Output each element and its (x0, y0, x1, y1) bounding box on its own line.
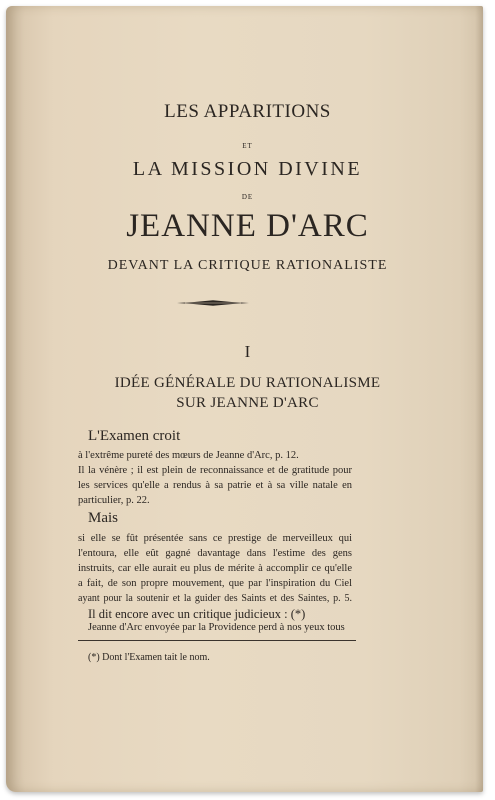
title-connector-et: ET (242, 142, 253, 150)
footnote-rule (78, 640, 356, 641)
section-heading-line-2: SUR JEANNE D'ARC (176, 395, 319, 411)
body-line: l'entoura, elle eût gagné davantage dans l'estime des gens (78, 548, 352, 559)
body-line: ayant pour la soutenir et la guider des Saints et des Saintes, p. 5. (78, 593, 352, 604)
ornament-icon (177, 298, 249, 308)
body-line: Jeanne d'Arc envoyée par la Providence perd à nos yeux tous (88, 622, 345, 633)
title-subtitle: DEVANT LA CRITIQUE RATIONALISTE (107, 258, 388, 273)
body-line: si elle se fût présentée sans ce prestige de merveilleux qui (78, 533, 352, 544)
section-heading-line-1: IDÉE GÉNÉRALE DU RATIONALISME (114, 375, 381, 391)
footnote: (*) Dont l'Examen tait le nom. (88, 652, 210, 663)
body-line-critique: Il dit encore avec un critique judicieux : (*) (88, 607, 306, 621)
title-line-2: LA MISSION DIVINE (132, 158, 363, 180)
body-line: Il la vénère ; il est plein de reconnaissance et de gratitude pour (78, 465, 352, 476)
body-line: instruits, car elle aurait eu plus de mérite à accomplir ce qu'elle (78, 563, 352, 574)
section-number: I (244, 342, 251, 361)
lead-examen-croit: L'Examen croit (88, 428, 181, 444)
title-connector-de: DE (241, 193, 254, 201)
body-line: à l'extrême pureté des mœurs de Jeanne d'Arc, p. 12. (78, 450, 299, 461)
body-line: a fait, de son propre mouvement, que par l'inspiration du Ciel (78, 578, 352, 589)
body-line: les services qu'elle a rendus à sa patrie et à sa ville natale en (78, 480, 352, 491)
lead-mais: Mais (88, 510, 118, 526)
title-line-1: LES APPARITIONS (164, 101, 331, 122)
title-main-jeanne: JEANNE D'ARC (126, 208, 369, 244)
body-line: particulier, p. 22. (78, 495, 150, 506)
